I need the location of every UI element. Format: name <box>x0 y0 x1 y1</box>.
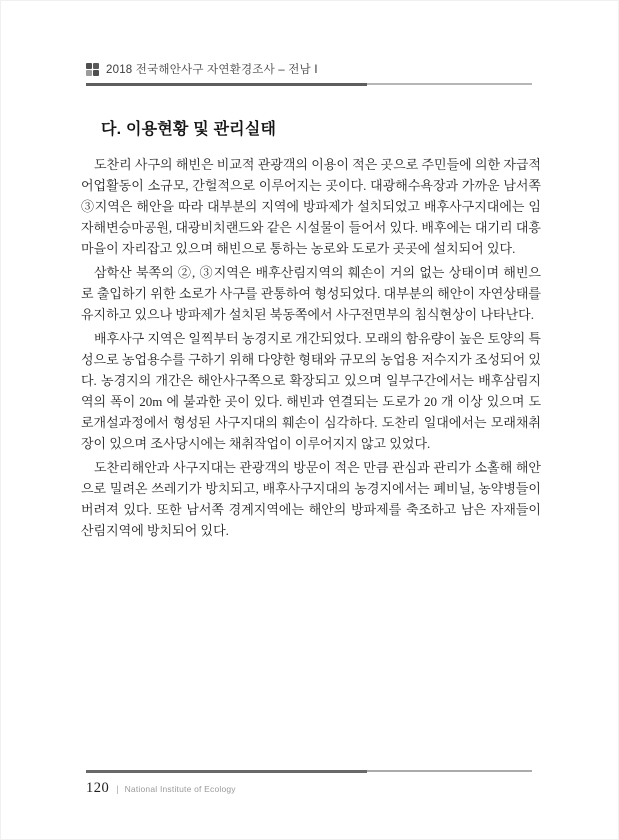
footer-rule-light-segment <box>367 770 532 772</box>
paragraph-4: 도찬리해안과 사구지대는 관광객의 방문이 적은 만큼 관심과 관리가 소홀해 해안으로 밀려온 쓰레기가 방치되고, 배후사구지대의 농경지에서는 폐비닐, 농약병들이 버려져 있다. 또한 남서쪽 경계지역에는 해안의 방파제를 축조하고 남은 자재들이 산림지역에 방치되어 있다. <box>81 460 541 538</box>
section-title: 다. 이용현황 및 관리실태 <box>101 121 277 138</box>
header-rule <box>86 83 532 86</box>
page-footer <box>86 764 532 797</box>
page-body <box>81 116 541 544</box>
footer-separator: | <box>116 783 119 794</box>
footer-rule <box>86 770 532 773</box>
footer-institute: National Institute of Ecology <box>124 783 236 794</box>
header-rule-light-segment <box>367 83 532 85</box>
paragraph-3: 배후사구 지역은 일찍부터 농경지로 개간되었다. 모래의 함유량이 높은 토양의 특성으로 농업용수를 구하기 위해 다양한 형태와 규모의 농업용 저수지가 조성되어 있다. 농경지의 개간은 해안사구쪽으로 확장되고 있으며 일부구간에서는 배후삼림지역의 폭이 20m 에 불과한 곳이 있다. 해빈과 연결되는 도로가 20 개 이상 있으며 도로개설과정에서 형성된 사구지대의 훼손이 심각하다. 도찬리 일대에서는 모래채취장이 있으며 조사당시에는 채취작업이 이루어지지 않고 있었다. <box>81 331 541 451</box>
page-number: 120 <box>86 779 110 796</box>
page-header <box>86 61 532 86</box>
paragraph-2: 삼학산 북쪽의 ②, ③지역은 배후산림지역의 훼손이 거의 없는 상태이며 해빈으로 출입하기 위한 소로가 사구를 관통하여 형성되었다. 대부분의 해안이 자연상태를 유지하고 있으나 방파제가 설치된 북동쪽에서 사구전면부의 침식현상이 나타난다. <box>81 265 541 322</box>
running-head-title: 2018 전국해안사구 자연환경조사 – 전남 Ⅰ <box>106 64 318 76</box>
running-head <box>86 61 532 77</box>
paragraph-1: 도찬리 사구의 해빈은 비교적 관광객의 이용이 적은 곳으로 주민들에 의한 자급적 어업활동이 소규모, 간헐적으로 이루어지는 곳이다. 대광해수욕장과 가까운 남서쪽 ③지역은 해안을 따라 대부분의 지역에 방파제가 설치되었고 배후사구지대에는 임자해변승마공원, 대광비치랜드와 같은 시설물이 들어서 있다. 배후에는 대기리 대흥마을이 자리잡고 있으며 해빈으로 통하는 농로와 도로가 곳곳에 설치되어 있다. <box>81 157 541 256</box>
dots-grid-icon <box>86 63 99 76</box>
footer-rule-dark-segment <box>86 770 367 773</box>
footer-row <box>86 780 532 797</box>
header-rule-dark-segment <box>86 83 367 86</box>
